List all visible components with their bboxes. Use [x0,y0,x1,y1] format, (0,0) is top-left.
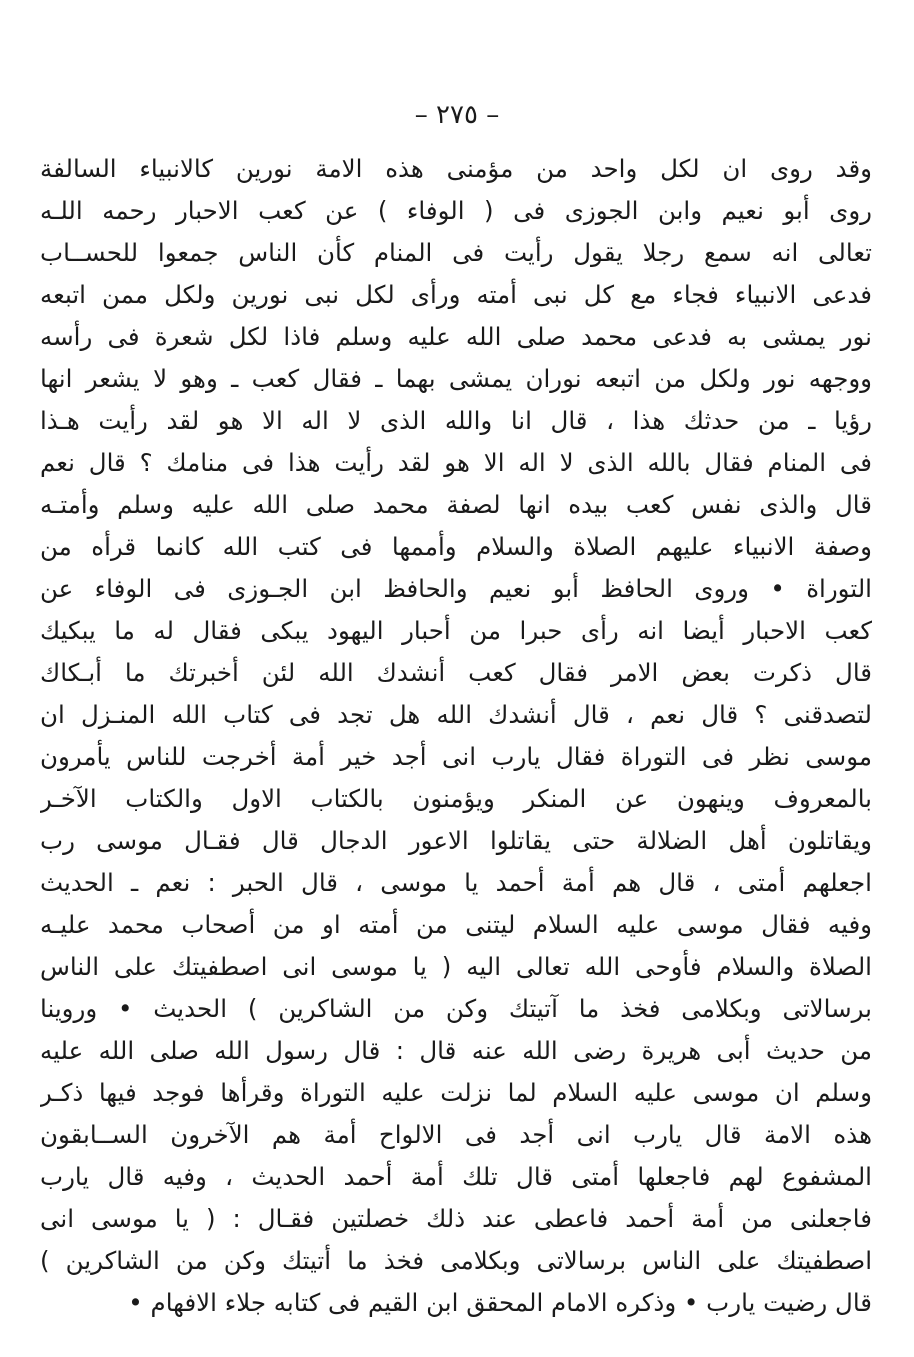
page-number: – ٢٧٥ – [414,100,500,130]
page-text-body [40,148,872,1324]
text-line: هذه الامة قال يارب انى أجد فى الالواح أمة هم الآخرون الســابقون [40,1120,872,1149]
text-line: برسالاتى وبكلامى فخذ ما آتيتك وكن من الشاكرين ) الحديث • وروينا [40,994,872,1023]
text-line: اجعلهم أمتى ، قال هم أمة أحمد يا موسى ، قال الحبر : نعم ـ الحديث [40,868,872,897]
text-line: وفيه فقال موسى عليه السلام ليتنى من أمته او من أصحاب محمد عليـه [40,910,872,939]
text-line: فى المنام فقال بالله الذى لا اله الا هو لقد رأيت هذا فى منامك ؟ قال نعم [40,448,872,477]
text-line: ويقاتلون أهل الضلالة حتى يقاتلوا الاعور الدجال قال فقـال موسى رب [40,826,872,855]
text-line: ووجهه نور ولكل من اتبعه نوران يمشى بهما ـ فقال كعب ـ وهو لا يشعر انها [40,364,872,393]
text-line: موسى نظر فى التوراة فقال يارب انى أجد خير أمة أخرجت للناس يأمرون [40,742,872,771]
text-line: قال والذى نفس كعب بيده انها لصفة محمد صلى الله عليه وسلم وأمتـه [40,490,872,519]
text-line: من حديث أبى هريرة رضى الله عنه قال : قال رسول الله صلى الله عليه [40,1036,872,1065]
text-line: الصلاة والسلام فأوحى الله تعالى اليه ( يا موسى انى اصطفيتك على الناس [40,952,872,981]
text-line: وقد روى ان لكل واحد من مؤمنى هذه الامة نورين كالانبياء السالفة [40,154,872,183]
text-line: اصطفيتك على الناس برسالاتى وبكلامى فخذ ما أتيتك وكن من الشاكرين ) [40,1246,872,1275]
text-line: فاجعلنى من أمة أحمد فاعطى عند ذلك خصلتين فقـال : ( يا موسى انى [40,1204,872,1233]
text-line: التوراة • وروى الحافظ أبو نعيم والحافظ ابن الجـوزى فى الوفاء عن [40,574,872,603]
text-line: فدعى الانبياء فجاء مع كل نبى أمته ورأى لكل نبى نورين ولكل ممن اتبعه [40,280,872,309]
text-line: وسلم ان موسى عليه السلام لما نزلت عليه التوراة وقرأها فوجد فيها ذكـر [40,1078,872,1107]
text-line-last: قال رضيت يارب • وذكره الامام المحقق ابن القيم فى كتابه جلاء الافهام • [128,1288,872,1317]
text-line: وصفة الانبياء عليهم الصلاة والسلام وأممها فى كتب الله كانما قرأه من [40,532,872,561]
text-line: المشفوع لهم فاجعلها أمتى قال تلك أمة أحمد الحديث ، وفيه قال يارب [40,1162,872,1191]
text-line: بالمعروف وينهون عن المنكر ويؤمنون بالكتاب الاول والكتاب الآخـر [40,784,872,813]
text-line: لتصدقنى ؟ قال نعم ، قال أنشدك الله هل تجد فى كتاب الله المنـزل ان [40,700,872,729]
text-line: نور يمشى به فدعى محمد صلى الله عليه وسلم فاذا لكل شعرة فى رأسه [40,322,872,351]
text-line: كعب الاحبار أيضا انه رأى حبرا من أحبار اليهود يبكى فقال له ما يبكيك [40,616,872,645]
text-line: رؤيا ـ من حدثك هذا ، قال انا والله الذى لا اله الا هو لقد رأيت هـذا [40,406,872,435]
text-line: تعالى انه سمع رجلا يقول رأيت فى المنام كأن الناس جمعوا للحســاب [40,238,872,267]
text-line: روى أبو نعيم وابن الجوزى فى ( الوفاء ) عن كعب الاحبار رحمه اللـه [40,196,872,225]
text-line: قال ذكرت بعض الامر فقال كعب أنشدك الله لئن أخبرتك ما أبـكاك [40,658,872,687]
